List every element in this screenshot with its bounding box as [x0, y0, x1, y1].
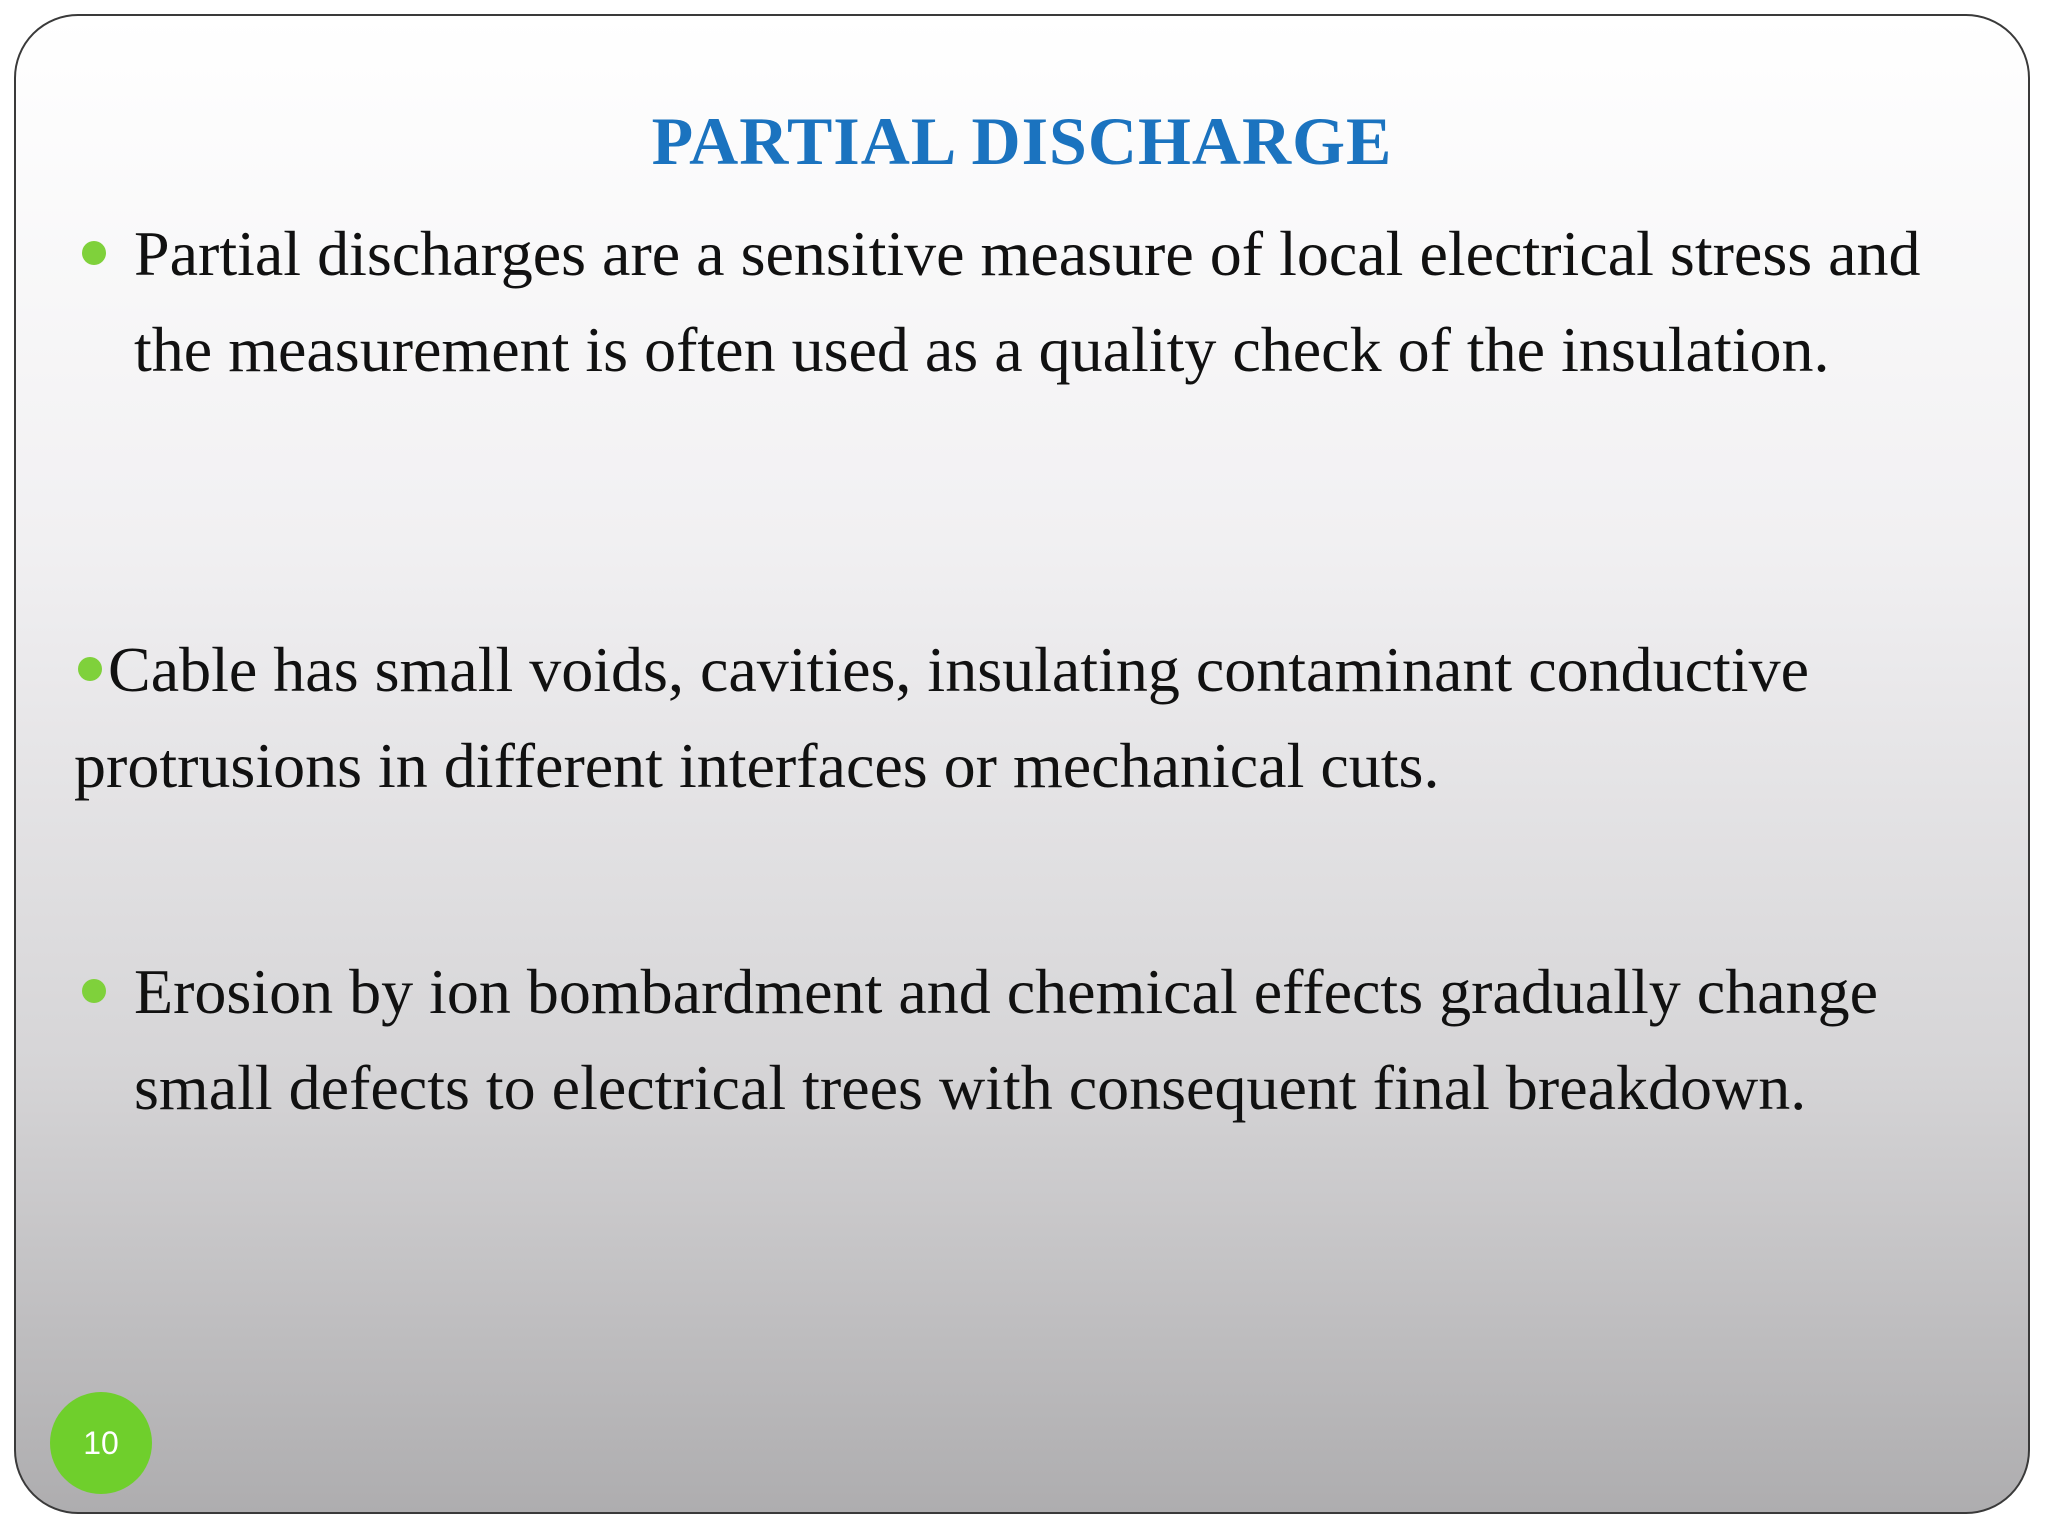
- bullet-item-3: Erosion by ion bombardment and chemical effects gradually change small defects to electrical trees with consequent final breakdown.: [134, 956, 1878, 1123]
- page-number-badge: 10: [50, 1392, 152, 1494]
- bullet-item-2: [74, 622, 2014, 814]
- bullet-item-2-text: Cable has small voids, cavities, insulating contaminant conductive protrusions in different interfaces or mechanical cuts.: [74, 634, 1809, 801]
- slide-title: PARTIAL DISCHARGE: [651, 103, 1393, 179]
- slide: [14, 14, 2030, 1514]
- bullet-dot-icon: [82, 241, 106, 265]
- bullet-item-1: Partial discharges are a sensitive measure of local electrical stress and the measurement is often used as a quality check of the insulation.: [134, 218, 1921, 385]
- bullet-dot-icon: [82, 979, 106, 1003]
